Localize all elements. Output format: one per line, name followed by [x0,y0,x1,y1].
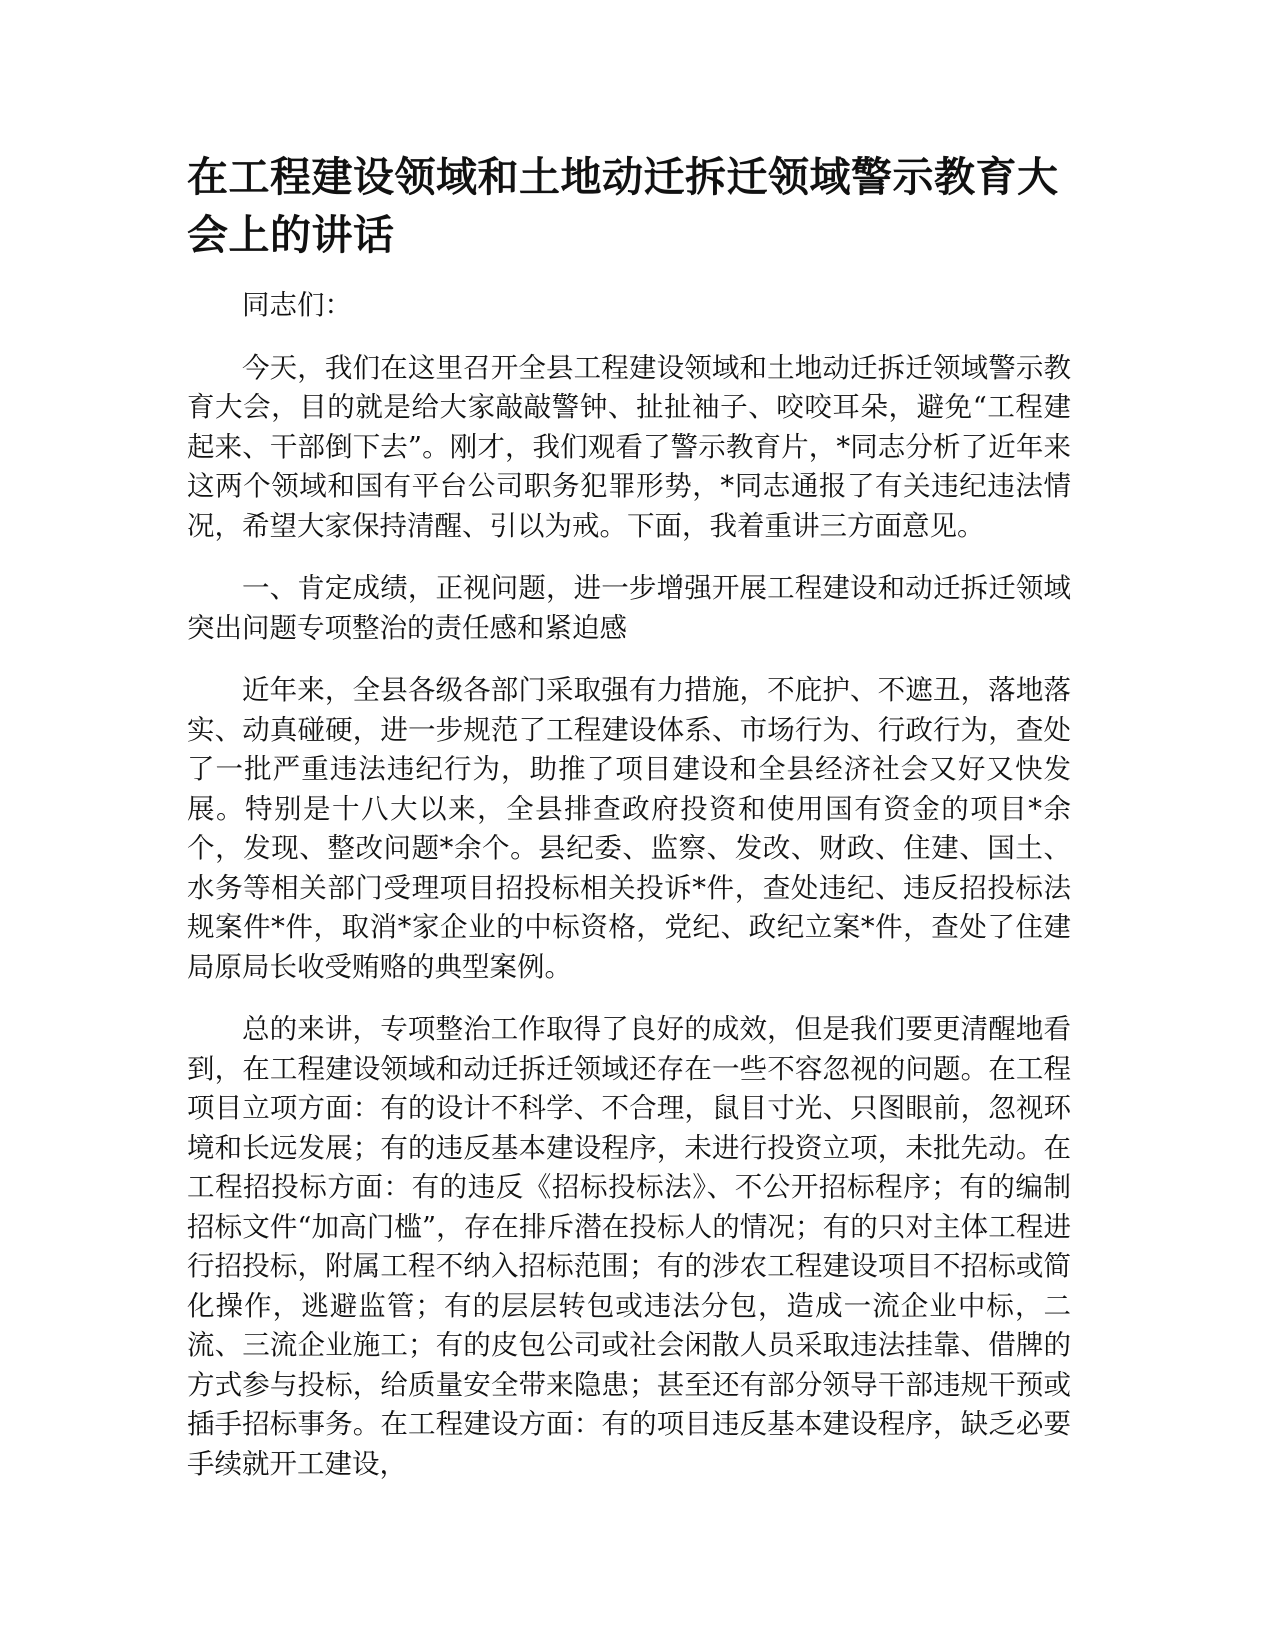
salutation: 同志们： [242,289,352,321]
document-body [187,148,1071,1484]
paragraph-achievements: 近年来，全县各级各部门采取强有力措施，不庇护、不遮丑，落地落实、动真碰硬，进一步规范了工程建设体系、市场行为、行政行为，查处了一批严重违法违纪行为，助推了项目建设和全县经济社会又好又快发展。特别是十八大以来，全县排查政府投资和使用国有资金的项目*余个，发现、整改问题*余个。县纪委、监察、发改、财政、住建、国土、水务等相关部门受理项目招投标相关投诉*件，查处违纪、违反招投标法规案件*件，取消*家企业的中标资格，党纪、政纪立案*件，查处了住建局原局长收受贿赂的典型案例。 [187,674,1071,983]
paragraph-intro: 今天，我们在这里召开全县工程建设领域和土地动迁拆迁领域警示教育大会，目的就是给大家敲敲警钟、扯扯袖子、咬咬耳朵，避免“工程建起来、干部倒下去”。刚才，我们观看了警示教育片，*同志分析了近年来这两个领域和国有平台公司职务犯罪形势，*同志通报了有关违纪违法情况，希望大家保持清醒、引以为戒。下面，我着重讲三方面意见。 [187,351,1071,542]
section-heading-1: 一、肯定成绩，正视问题，进一步增强开展工程建设和动迁拆迁领域突出问题专项整治的责任感和紧迫感 [187,572,1071,644]
paragraph-problems: 总的来讲，专项整治工作取得了良好的成效，但是我们要更清醒地看到，在工程建设领域和动迁拆迁领域还存在一些不容忽视的问题。在工程项目立项方面：有的设计不科学、不合理，鼠目寸光、只图眼前，忽视环境和长远发展；有的违反基本建设程序，未进行投资立项，未批先动。在工程招投标方面：有的违反《招标投标法》、不公开招标程序；有的编制招标文件“加高门槛”，存在排斥潜在投标人的情况；有的只对主体工程进行招投标，附属工程不纳入招标范围；有的涉农工程建设项目不招标或简化操作，逃避监管；有的层层转包或违法分包，造成一流企业中标，二流、三流企业施工；有的皮包公司或社会闲散人员采取违法挂靠、借牌的方式参与投标，给质量安全带来隐患；甚至还有部分领导干部违规干预或插手招标事务。在工程建设方面：有的项目违反基本建设程序，缺乏必要手续就开工建设， [187,1013,1071,1480]
document-title: 在工程建设领域和土地动迁拆迁领域警示教育大会上的讲话 [187,153,1059,259]
